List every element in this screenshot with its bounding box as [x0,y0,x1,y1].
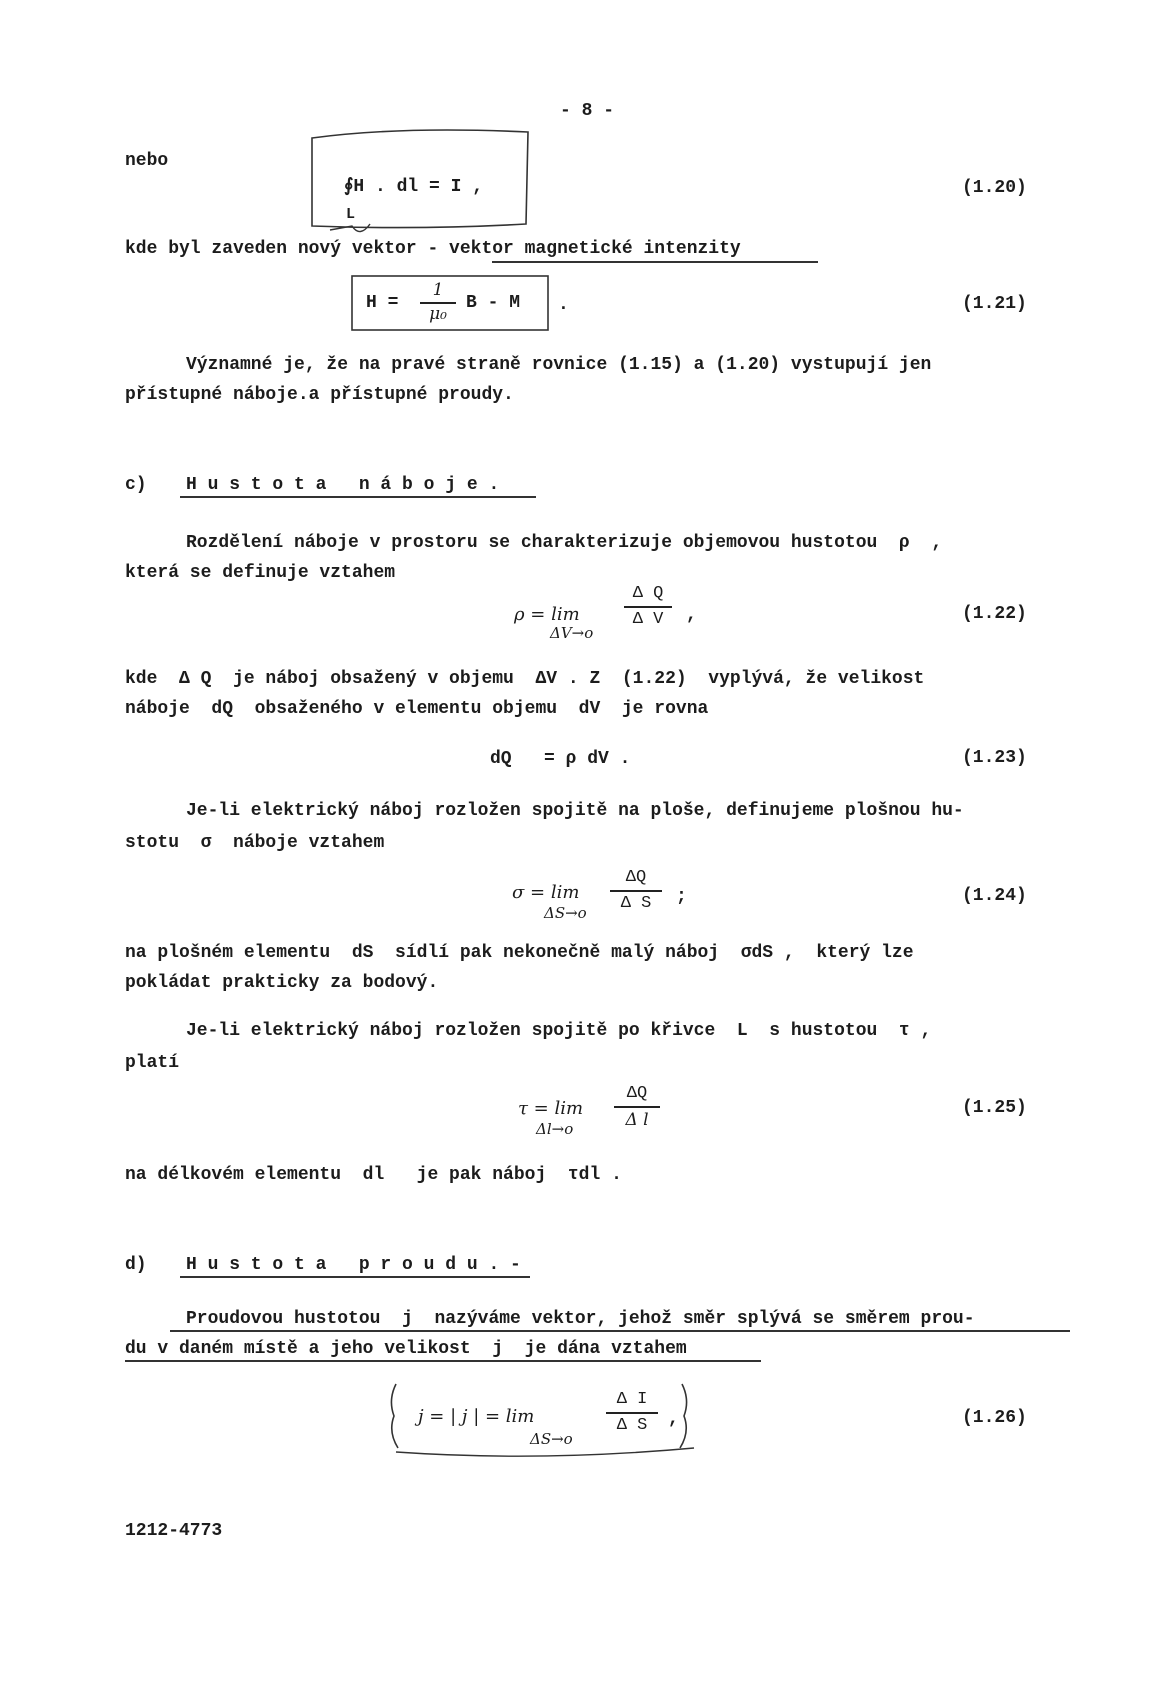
section-c-underline [180,496,536,498]
equation-1-24-limit: ΔS→o [544,904,587,922]
text-proud-1: Proudovou hustotou j nazýváme vektor, jehož směr splývá se směrem prou- [186,1309,975,1329]
equation-1-26-bar [606,1412,658,1414]
equation-1-22-numerator: Δ Q [632,584,664,603]
equation-number-1-20: (1.20) [962,178,1027,198]
text-kde-dq-1: kde Δ Q je náboj obsažený v objemu ΔV . Z (1.22) vyplývá, že velikost [125,669,925,689]
equation-1-25-limit: Δl→o [536,1120,574,1138]
equation-1-22-lhs: ρ = lim [514,604,580,625]
text-kde-dq-2: náboje dQ obsaženého v elementu objemu dV je rovna [125,699,709,719]
text-rozdeleni-1: Rozdělení náboje v prostoru se charakterizuje objemovou hustotou ρ , [186,533,943,553]
equation-1-21-numerator: 1 [432,280,444,300]
equation-number-1-22: (1.22) [962,604,1027,624]
equation-number-1-25: (1.25) [962,1098,1027,1118]
text-rozdeleni-2: která se definuje vztahem [125,563,396,583]
equation-1-25-denominator: Δ l [625,1110,649,1130]
equation-1-26-comma: , [668,1409,679,1429]
equation-1-24-denominator: Δ S [620,894,652,913]
page-number: - 8 - [560,101,615,121]
text-jeli-1b: stotu σ náboje vztahem [125,833,385,853]
text-plosnem-2: pokládat prakticky za bodový. [125,973,439,993]
equation-1-21-lhs: H = [366,293,399,313]
section-d-label: d) [125,1255,147,1275]
equation-1-21-dot: . [558,295,569,315]
equation-1-20-subscript: L [346,206,356,223]
section-c-title: H u s t o t a n á b o j e . [186,475,500,495]
text-delkovem: na délkovém elementu dl je pak náboj τdl . [125,1165,622,1185]
equation-1-22-limit: ΔV→o [550,624,594,642]
equation-number-1-26: (1.26) [962,1408,1027,1428]
text-proud-2: du v daném místě a jeho velikost j je dána vztahem [125,1339,687,1359]
underline-proud-2 [125,1360,761,1362]
equation-1-23: dQ = ρ dV . [490,749,631,769]
equation-1-24-semicolon: ; [676,887,687,907]
text-jeli-2b: platí [125,1053,180,1073]
text-plosnem-1: na plošném elementu dS sídlí pak nekonečně malý náboj σdS , který lze [125,943,914,963]
equation-1-26-denominator: Δ S [616,1416,648,1435]
equation-1-26-numerator: Δ I [616,1390,648,1409]
text-kde-byl: kde byl zaveden nový vektor - vektor magnetické intenzity [125,239,741,259]
equation-1-24-bar [610,890,662,892]
text-nebo: nebo [125,151,169,171]
equation-number-1-23: (1.23) [962,748,1027,768]
equation-1-24-numerator: ΔQ [625,868,647,887]
equation-1-25-lhs: τ = lim [518,1098,584,1119]
section-d-title: H u s t o t a p r o u d u . - [186,1255,521,1275]
underline-vektor [492,261,818,263]
equation-number-1-21: (1.21) [962,294,1027,314]
equation-1-26-limit: ΔS→o [530,1430,573,1448]
equation-1-22-bar [624,606,672,608]
equation-1-22-denominator: Δ V [632,610,664,629]
underline-proud-1 [170,1330,1070,1332]
equation-1-24-lhs: σ = lim [512,882,580,903]
equation-1-22-comma: , [686,605,697,625]
section-d-underline [180,1276,530,1278]
equation-1-20: ∮H . dl = I , [344,177,483,197]
equation-number-1-24: (1.24) [962,886,1027,906]
equation-1-26-lhs: j = | j | = lim [418,1406,535,1427]
section-c-label: c) [125,475,147,495]
equation-1-21-denominator: μ₀ [429,304,447,324]
equation-1-21-rhs: B - M [466,293,521,313]
equation-1-25-bar [614,1106,660,1108]
text-jeli-2a: Je-li elektrický náboj rozložen spojitě po křivce L s hustotou τ , [186,1021,932,1041]
footer-code: 1212-4773 [125,1521,223,1541]
equation-1-25-numerator: ΔQ [626,1084,648,1103]
text-vyznamne-2: přístupné náboje.a přístupné proudy. [125,385,514,405]
text-jeli-1a: Je-li elektrický náboj rozložen spojitě na ploše, definujeme plošnou hu- [186,801,964,821]
text-vyznamne-1: Významné je, že na pravé straně rovnice (1.15) a (1.20) vystupují jen [186,355,932,375]
